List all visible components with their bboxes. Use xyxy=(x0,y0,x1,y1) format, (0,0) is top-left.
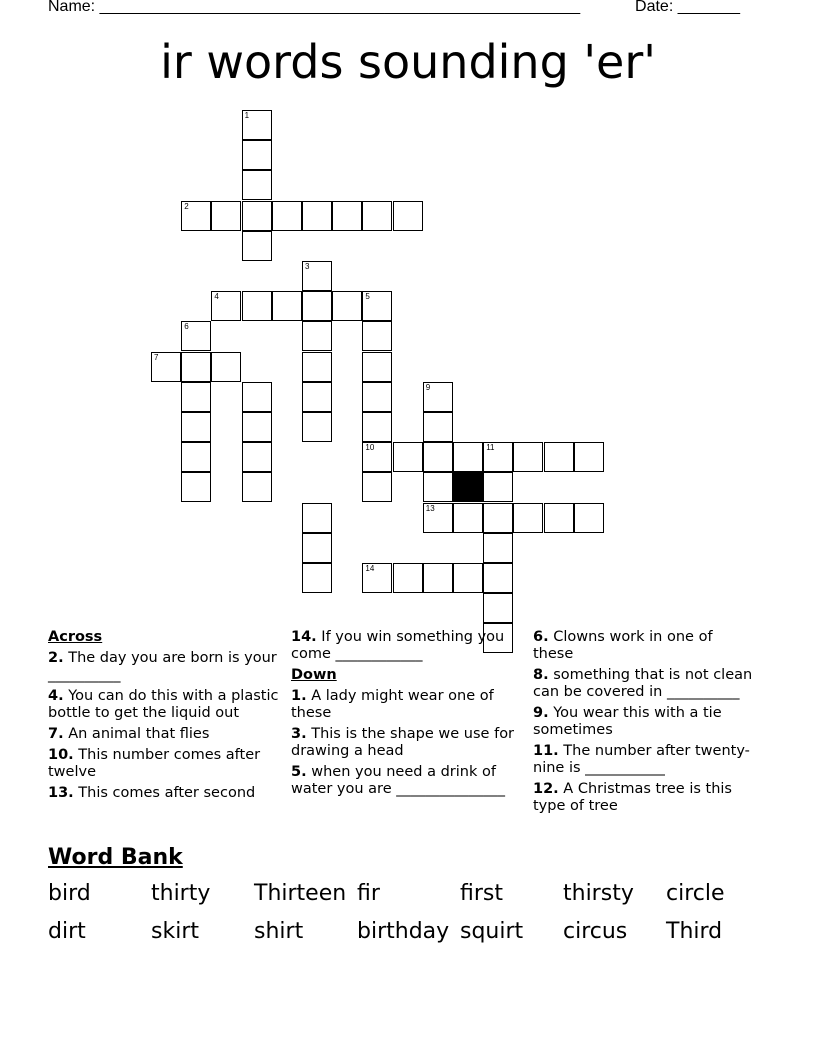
crossword-cell[interactable] xyxy=(302,382,332,412)
crossword-cell[interactable] xyxy=(544,442,574,472)
crossword-cell[interactable] xyxy=(151,352,181,382)
word-bank-word: thirsty xyxy=(563,881,634,906)
crossword-cell[interactable] xyxy=(302,201,332,231)
clue-text: If you win something you come ____________ xyxy=(291,629,505,662)
clue-number-label: 9 xyxy=(425,382,431,392)
crossword-cell[interactable] xyxy=(242,140,272,170)
crossword-cell[interactable] xyxy=(513,442,543,472)
clue-number: 12. xyxy=(533,781,559,797)
word-bank-word: Third xyxy=(666,919,723,944)
clue-number: 2. xyxy=(48,650,64,666)
clue-down-1 xyxy=(291,688,519,722)
crossword-cell[interactable] xyxy=(423,412,453,442)
name-field-label: Name: ______________________________________________________ xyxy=(48,0,581,15)
crossword-cell[interactable] xyxy=(362,382,392,412)
clue-number-label: 7 xyxy=(154,352,159,362)
crossword-cell[interactable] xyxy=(362,352,392,382)
crossword-cell[interactable] xyxy=(242,472,272,502)
clue-across-4 xyxy=(48,688,283,722)
crossword-cell[interactable] xyxy=(362,321,392,351)
word-bank-word: circle xyxy=(666,881,725,906)
clue-across-13 xyxy=(48,785,283,802)
crossword-cell[interactable] xyxy=(242,110,272,140)
crossword-cell[interactable] xyxy=(362,291,392,321)
word-bank xyxy=(48,882,769,944)
across-heading: Across xyxy=(48,629,103,645)
clue-down-3 xyxy=(291,726,519,760)
crossword-cell[interactable] xyxy=(483,472,513,502)
clue-number: 13. xyxy=(48,785,74,801)
crossword-cell[interactable] xyxy=(393,563,423,593)
word-bank-word: skirt xyxy=(151,919,199,944)
clue-across-10 xyxy=(48,747,283,781)
clue-number-label: 2 xyxy=(184,201,189,211)
clue-down-6 xyxy=(533,629,753,663)
clue-down-11 xyxy=(533,743,753,777)
word-bank-word: bird xyxy=(48,881,91,906)
crossword-cell[interactable] xyxy=(393,201,423,231)
clue-text: something that is not clean can be covered in __________ xyxy=(533,667,753,700)
clue-number: 8. xyxy=(533,667,549,683)
word-bank-word: dirt xyxy=(48,919,86,944)
clue-text: The number after twenty-nine is ___________ xyxy=(533,743,750,776)
crossword-cell[interactable] xyxy=(544,503,574,533)
crossword-cell[interactable] xyxy=(453,563,483,593)
clue-number-label: 5 xyxy=(365,292,370,302)
crossword-cell[interactable] xyxy=(302,291,332,321)
clue-down-5 xyxy=(291,764,519,798)
crossword-cell[interactable] xyxy=(302,412,332,442)
crossword-cell[interactable] xyxy=(181,201,211,231)
clue-text: A Christmas tree is this type of tree xyxy=(533,781,732,814)
clue-number-label: 11 xyxy=(486,443,495,453)
crossword-cell[interactable] xyxy=(423,503,453,533)
clue-number-label: 1 xyxy=(244,111,250,120)
clue-number-label: 4 xyxy=(214,292,219,302)
clue-number: 11. xyxy=(533,743,559,759)
crossword-cell[interactable] xyxy=(393,442,423,472)
clue-number-label: 6 xyxy=(184,322,189,332)
crossword-cell[interactable] xyxy=(423,442,453,472)
crossword-cell[interactable] xyxy=(332,291,362,321)
crossword-cell[interactable] xyxy=(242,412,272,442)
clue-number-label: 3 xyxy=(305,262,310,271)
crossword-cell[interactable] xyxy=(211,352,241,382)
crossword-cell[interactable] xyxy=(181,382,211,412)
crossword-cell[interactable] xyxy=(181,412,211,442)
crossword-cell[interactable] xyxy=(302,261,332,291)
crossword-cell[interactable] xyxy=(483,563,513,593)
crossword-cell[interactable] xyxy=(483,503,513,533)
crossword-cell[interactable] xyxy=(242,291,272,321)
clue-across-2 xyxy=(48,650,283,684)
clue-text: You can do this with a plastic bottle to get the liquid out xyxy=(48,688,279,721)
clue-across-14 xyxy=(291,629,519,663)
crossword-cell[interactable] xyxy=(483,593,513,623)
clue-number: 4. xyxy=(48,688,64,704)
clue-number: 5. xyxy=(291,764,307,780)
clues-column-2 xyxy=(291,629,519,802)
crossword-cell[interactable] xyxy=(302,503,332,533)
crossword-cell[interactable] xyxy=(211,291,241,321)
clue-number-label: 10 xyxy=(365,443,375,453)
clue-text: when you need a drink of water you are _______________ xyxy=(291,764,505,797)
crossword-cell[interactable] xyxy=(423,472,453,502)
crossword-cell[interactable] xyxy=(211,201,241,231)
word-bank-title: Word Bank xyxy=(48,845,183,870)
crossword-cell[interactable] xyxy=(423,382,453,412)
crossword-cell[interactable] xyxy=(574,442,604,472)
crossword-cell[interactable] xyxy=(242,201,272,231)
down-heading: Down xyxy=(291,667,337,683)
clue-number-label: 13 xyxy=(425,503,435,513)
crossword-cell[interactable] xyxy=(302,352,332,382)
clue-text: A lady might wear one of these xyxy=(291,688,494,721)
word-bank-word: first xyxy=(460,881,503,906)
crossword-cell[interactable] xyxy=(453,503,483,533)
clue-down-8 xyxy=(533,667,753,701)
crossword-cell[interactable] xyxy=(181,352,211,382)
clue-text: An animal that flies xyxy=(68,726,210,742)
crossword-cell[interactable] xyxy=(242,442,272,472)
crossword-block xyxy=(453,472,483,502)
clue-text: Clowns work in one of these xyxy=(533,629,713,662)
crossword-cell[interactable] xyxy=(362,412,392,442)
crossword-cell[interactable] xyxy=(362,442,392,472)
clue-across-7 xyxy=(48,726,283,743)
clues-column-3 xyxy=(533,629,753,819)
crossword-cell[interactable] xyxy=(242,170,272,200)
clue-number: 1. xyxy=(291,688,307,704)
crossword-cell[interactable] xyxy=(242,382,272,412)
word-bank-word: thirty xyxy=(151,881,211,906)
clue-text: This is the shape we use for drawing a head xyxy=(291,726,515,759)
word-bank-word: squirt xyxy=(460,919,524,944)
crossword-cell[interactable] xyxy=(423,563,453,593)
crossword-cell[interactable] xyxy=(272,291,302,321)
crossword-cell[interactable] xyxy=(513,503,543,533)
clue-number: 6. xyxy=(533,629,549,645)
crossword-cell[interactable] xyxy=(483,533,513,563)
clue-number: 14. xyxy=(291,629,317,645)
crossword-cell[interactable] xyxy=(181,472,211,502)
clue-number-label: 14 xyxy=(365,564,375,573)
crossword-cell[interactable] xyxy=(362,563,392,593)
clue-number: 9. xyxy=(533,705,549,721)
crossword-cell[interactable] xyxy=(242,231,272,261)
page-title: ir words sounding 'er' xyxy=(160,35,656,89)
crossword-cell[interactable] xyxy=(453,442,483,472)
crossword-cell[interactable] xyxy=(302,563,332,593)
crossword-cell[interactable] xyxy=(362,472,392,502)
clue-text: This comes after second xyxy=(78,785,256,801)
crossword-cell[interactable] xyxy=(181,442,211,472)
clue-number: 10. xyxy=(48,747,74,763)
clue-text: This number comes after twelve xyxy=(48,747,261,780)
clues-column-1 xyxy=(48,629,283,806)
clue-number: 3. xyxy=(291,726,307,742)
crossword-cell[interactable] xyxy=(362,201,392,231)
word-bank-word: circus xyxy=(563,919,628,944)
word-bank-word: birthday xyxy=(357,919,450,944)
crossword-cell[interactable] xyxy=(483,442,513,472)
crossword-cell[interactable] xyxy=(302,321,332,351)
crossword-cell[interactable] xyxy=(181,321,211,351)
word-bank-word: shirt xyxy=(254,919,304,944)
clue-number: 7. xyxy=(48,726,64,742)
word-bank-word: Thirteen xyxy=(254,881,347,906)
crossword-cell[interactable] xyxy=(272,201,302,231)
clue-down-12 xyxy=(533,781,753,815)
clue-text: You wear this with a tie sometimes xyxy=(533,705,722,738)
word-bank-word: fir xyxy=(357,881,380,906)
crossword-cell[interactable] xyxy=(332,201,362,231)
date-field-label: Date: _______ xyxy=(635,0,740,15)
crossword-cell[interactable] xyxy=(302,533,332,563)
crossword-cell[interactable] xyxy=(574,503,604,533)
clue-text: The day you are born is your __________ xyxy=(48,650,277,683)
clue-down-9 xyxy=(533,705,753,739)
